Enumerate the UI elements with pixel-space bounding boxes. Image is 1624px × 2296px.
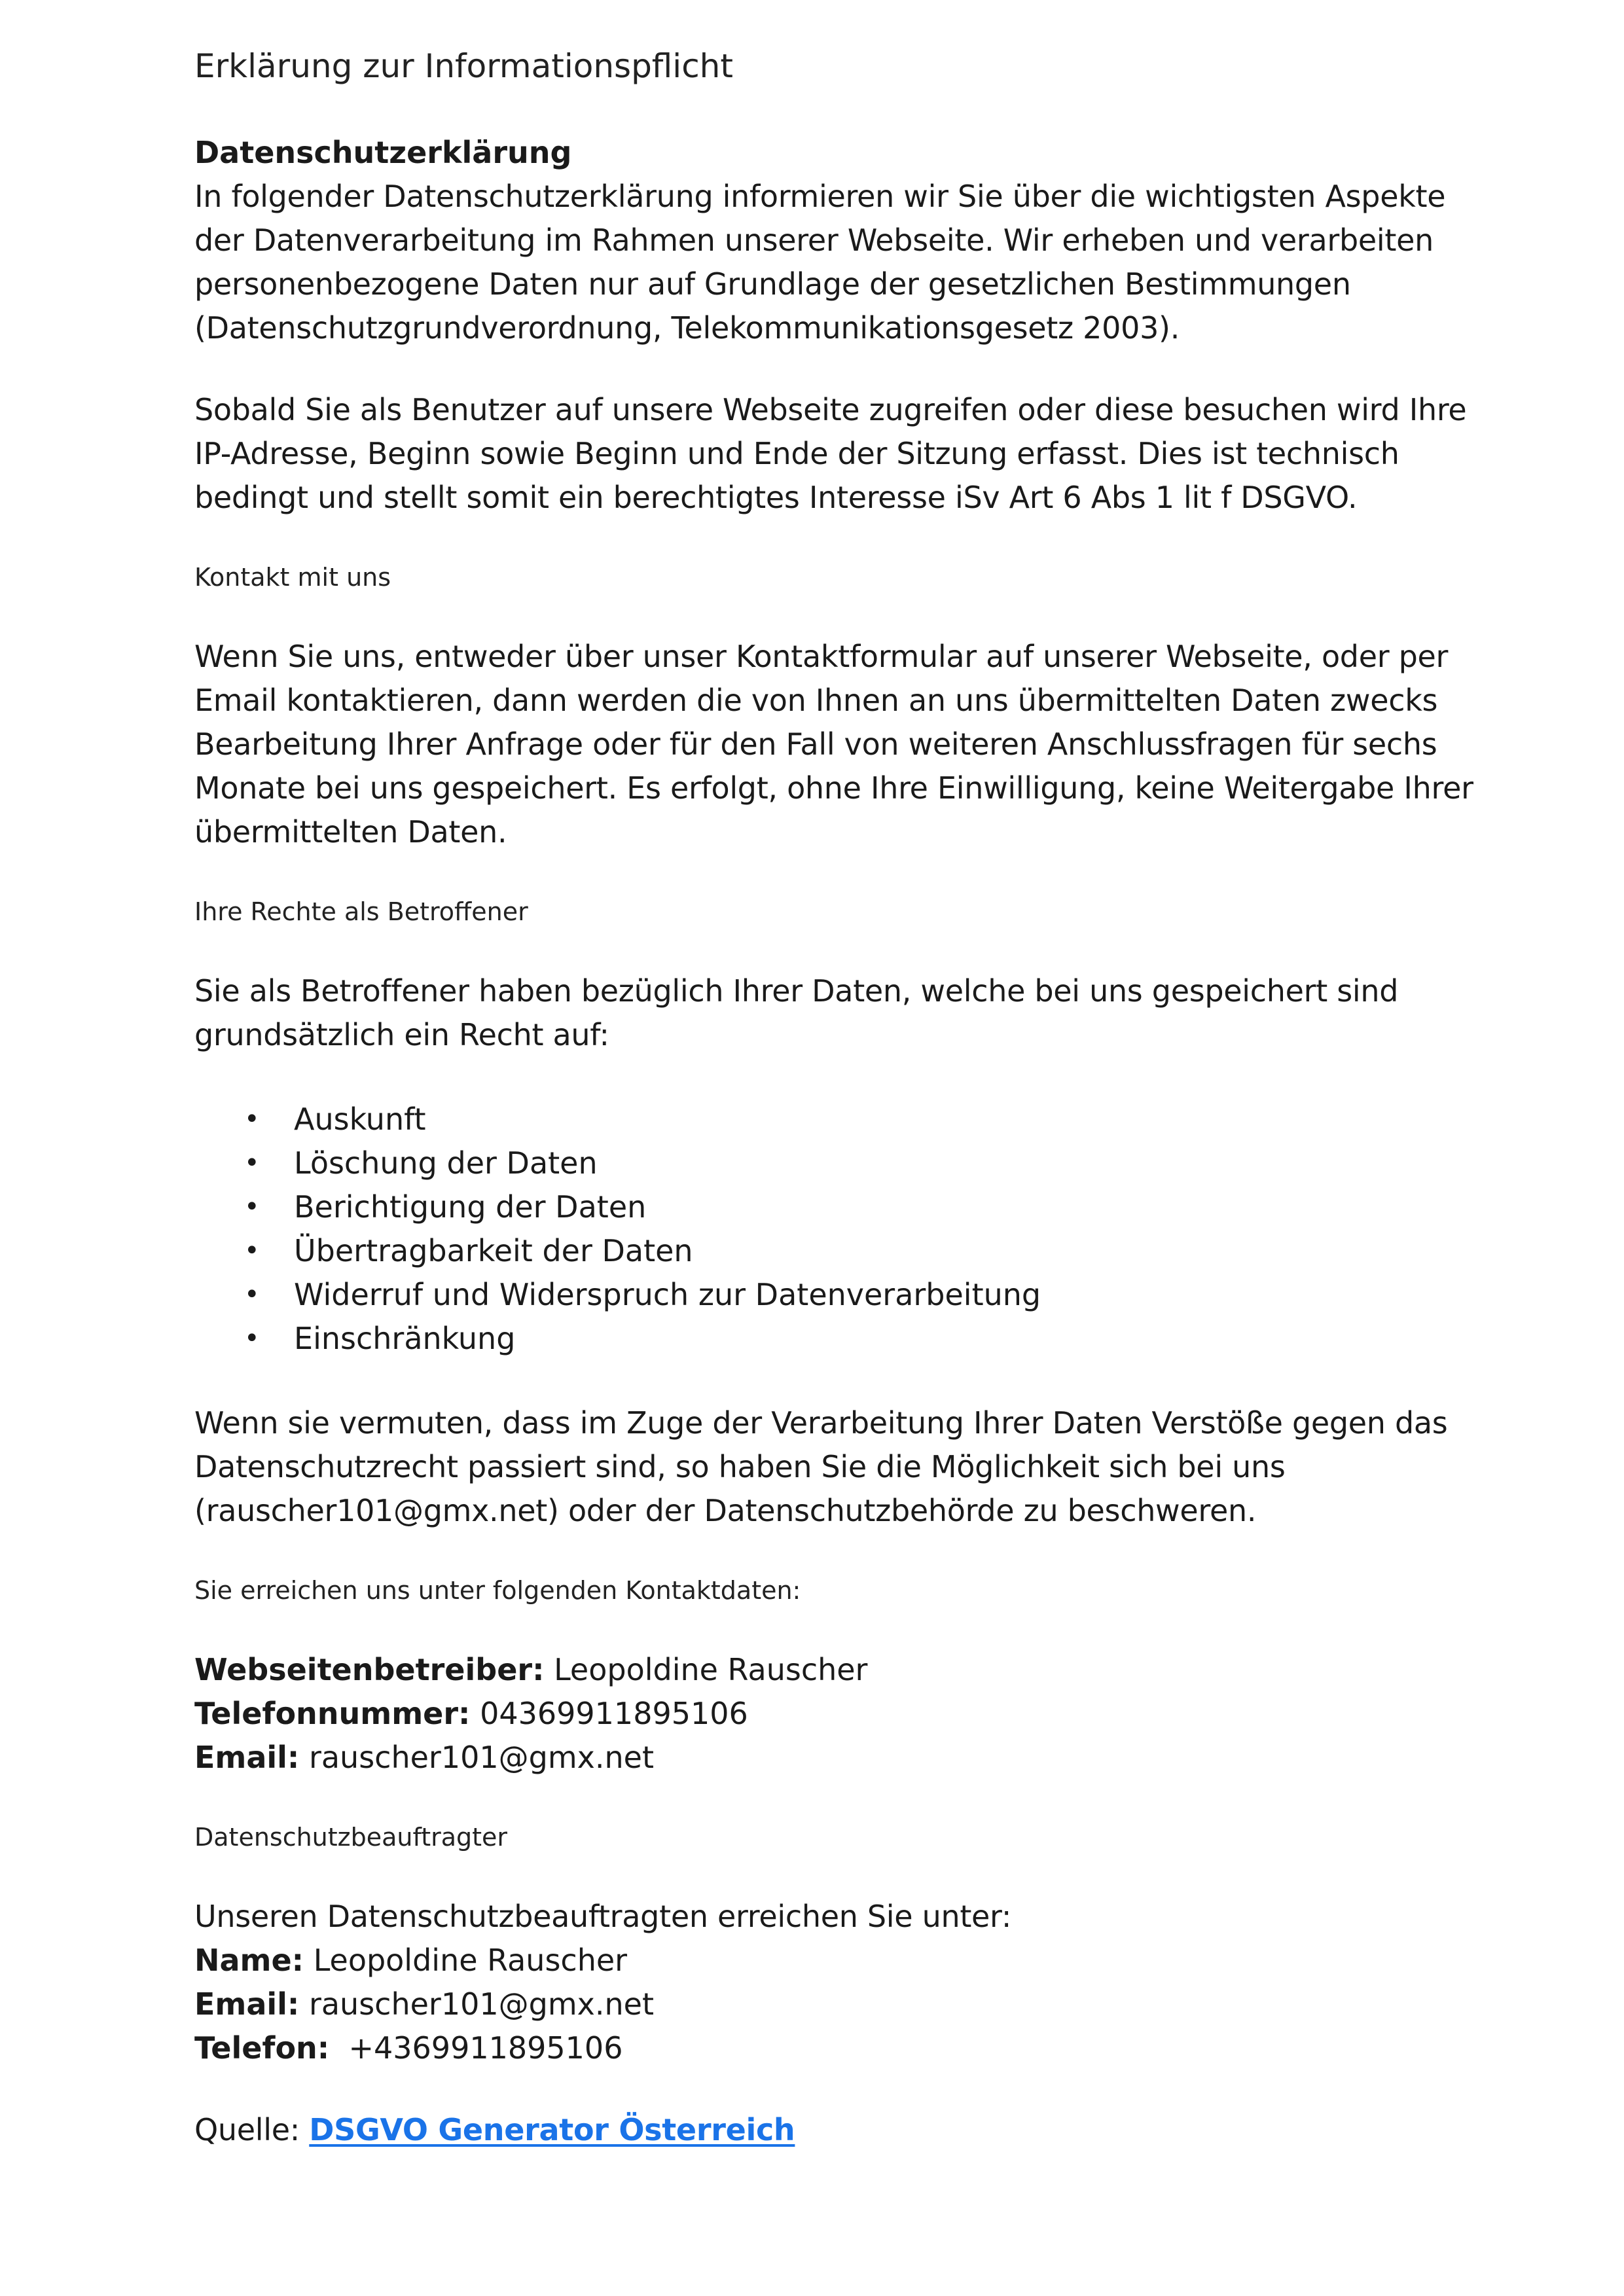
reach-heading: Sie erreichen uns unter folgenden Kontaktdaten: [194, 1576, 801, 1605]
bullet-icon: • [244, 1280, 260, 1310]
paragraph-line: Email kontaktieren, dann werden die von Ihnen an uns übermittelten Daten zwecks [194, 683, 1438, 718]
dpo-intro: Unseren Datenschutzbeauftragten erreichen Sie unter: [194, 1899, 1012, 1934]
paragraph-line: Monate bei uns gespeichert. Es erfolgt, ohne Ihre Einwilligung, keine Weitergabe Ihrer [194, 770, 1473, 806]
list-item [194, 1229, 1477, 1273]
dpo-email-line [194, 1982, 1477, 2026]
dpo-phone-label: Telefon: [194, 2030, 330, 2066]
paragraph-line: Sobald Sie als Benutzer auf unsere Webseite zugreifen oder diese besuchen wird Ihre [194, 392, 1467, 427]
list-item-label: Widerruf und Widerspruch zur Datenverarbeitung [294, 1277, 1041, 1312]
dpo-name-label: Name: [194, 1943, 304, 1978]
rights-intro-paragraph [194, 969, 1477, 1057]
source-line [194, 2108, 1477, 2152]
paragraph-line: bedingt und stellt somit ein berechtigtes Interesse iSv Art 6 Abs 1 lit f DSGVO. [194, 480, 1358, 515]
list-item [194, 1098, 1477, 1141]
dpo-email-value: rauscher101@gmx.net [308, 1986, 654, 2022]
paragraph-line: Wenn Sie uns, entweder über unser Kontaktformular auf unserer Webseite, oder per [194, 639, 1449, 674]
document-page [194, 41, 1477, 2152]
access-paragraph [194, 388, 1477, 520]
contact-heading: Kontakt mit uns [194, 563, 391, 592]
list-item [194, 1273, 1477, 1317]
paragraph-line: übermittelten Daten. [194, 814, 507, 850]
rights-heading: Ihre Rechte als Betroffener [194, 897, 528, 926]
dpo-heading: Datenschutzbeauftragter [194, 1823, 508, 1852]
bullet-icon: • [244, 1148, 260, 1178]
paragraph-line: der Datenverarbeitung im Rahmen unserer Webseite. Wir erheben und verarbeiten [194, 223, 1434, 258]
paragraph-line: IP-Adresse, Beginn sowie Beginn und Ende der Sitzung erfasst. Dies ist technisch [194, 436, 1399, 471]
operator-line [194, 1648, 1477, 1692]
privacy-heading: Datenschutzerklärung [194, 135, 572, 170]
paragraph-line: personenbezogene Daten nur auf Grundlage der gesetzlichen Bestimmungen [194, 266, 1351, 302]
phone-value: 04369911895106 [480, 1696, 748, 1731]
list-item-label: Berichtigung der Daten [294, 1189, 647, 1225]
bullet-icon: • [244, 1323, 260, 1354]
dpo-name-value: Leopoldine Rauscher [313, 1943, 628, 1978]
email-value: rauscher101@gmx.net [308, 1740, 654, 1775]
dpo-name-line [194, 1939, 1477, 1982]
complaint-paragraph [194, 1401, 1477, 1533]
phone-label: Telefonnummer: [194, 1696, 471, 1731]
paragraph-line: (Datenschutzgrundverordnung, Telekommunikationsgesetz 2003). [194, 310, 1180, 346]
dpo-phone-line [194, 2026, 1477, 2070]
operator-value: Leopoldine Rauscher [554, 1652, 868, 1687]
list-item [194, 1185, 1477, 1229]
operator-label: Webseitenbetreiber: [194, 1652, 545, 1687]
list-item-label: Löschung der Daten [294, 1145, 598, 1181]
dpo-email-label: Email: [194, 1986, 300, 2022]
email-label: Email: [194, 1740, 300, 1775]
document-title: Erklärung zur Informationspflicht [194, 47, 733, 85]
paragraph-line: grundsätzlich ein Recht auf: [194, 1017, 609, 1052]
paragraph-line: Wenn sie vermuten, dass im Zuge der Verarbeitung Ihrer Daten Verstöße gegen das [194, 1405, 1448, 1441]
paragraph-line: Datenschutzrecht passiert sind, so haben Sie die Möglichkeit sich bei uns [194, 1449, 1286, 1484]
dpo-contact-block [194, 1895, 1477, 2070]
paragraph-line: Bearbeitung Ihrer Anfrage oder für den Fall von weiteren Anschlussfragen für sechs [194, 726, 1437, 762]
paragraph-line: In folgender Datenschutzerklärung informieren wir Sie über die wichtigsten Aspekte [194, 179, 1446, 214]
list-item-label: Auskunft [294, 1102, 426, 1137]
phone-line [194, 1692, 1477, 1736]
list-item [194, 1317, 1477, 1361]
paragraph-line: Sie als Betroffener haben bezüglich Ihrer Daten, welche bei uns gespeichert sind [194, 973, 1399, 1009]
rights-list [194, 1098, 1477, 1361]
bullet-icon: • [244, 1104, 260, 1134]
bullet-icon: • [244, 1236, 260, 1266]
paragraph-line: (rauscher101@gmx.net) oder der Datenschutzbehörde zu beschweren. [194, 1493, 1257, 1528]
email-line [194, 1736, 1477, 1780]
dsgvo-generator-link[interactable]: DSGVO Generator Österreich [309, 2112, 795, 2147]
privacy-intro-paragraph [194, 175, 1477, 350]
dpo-phone-value: +4369911895106 [348, 2030, 623, 2066]
list-item [194, 1141, 1477, 1185]
contact-paragraph [194, 635, 1477, 854]
list-item-label: Übertragbarkeit der Daten [294, 1233, 693, 1268]
bullet-icon: • [244, 1192, 260, 1222]
source-label: Quelle: [194, 2112, 300, 2147]
operator-contact-block [194, 1648, 1477, 1780]
list-item-label: Einschränkung [294, 1321, 516, 1356]
